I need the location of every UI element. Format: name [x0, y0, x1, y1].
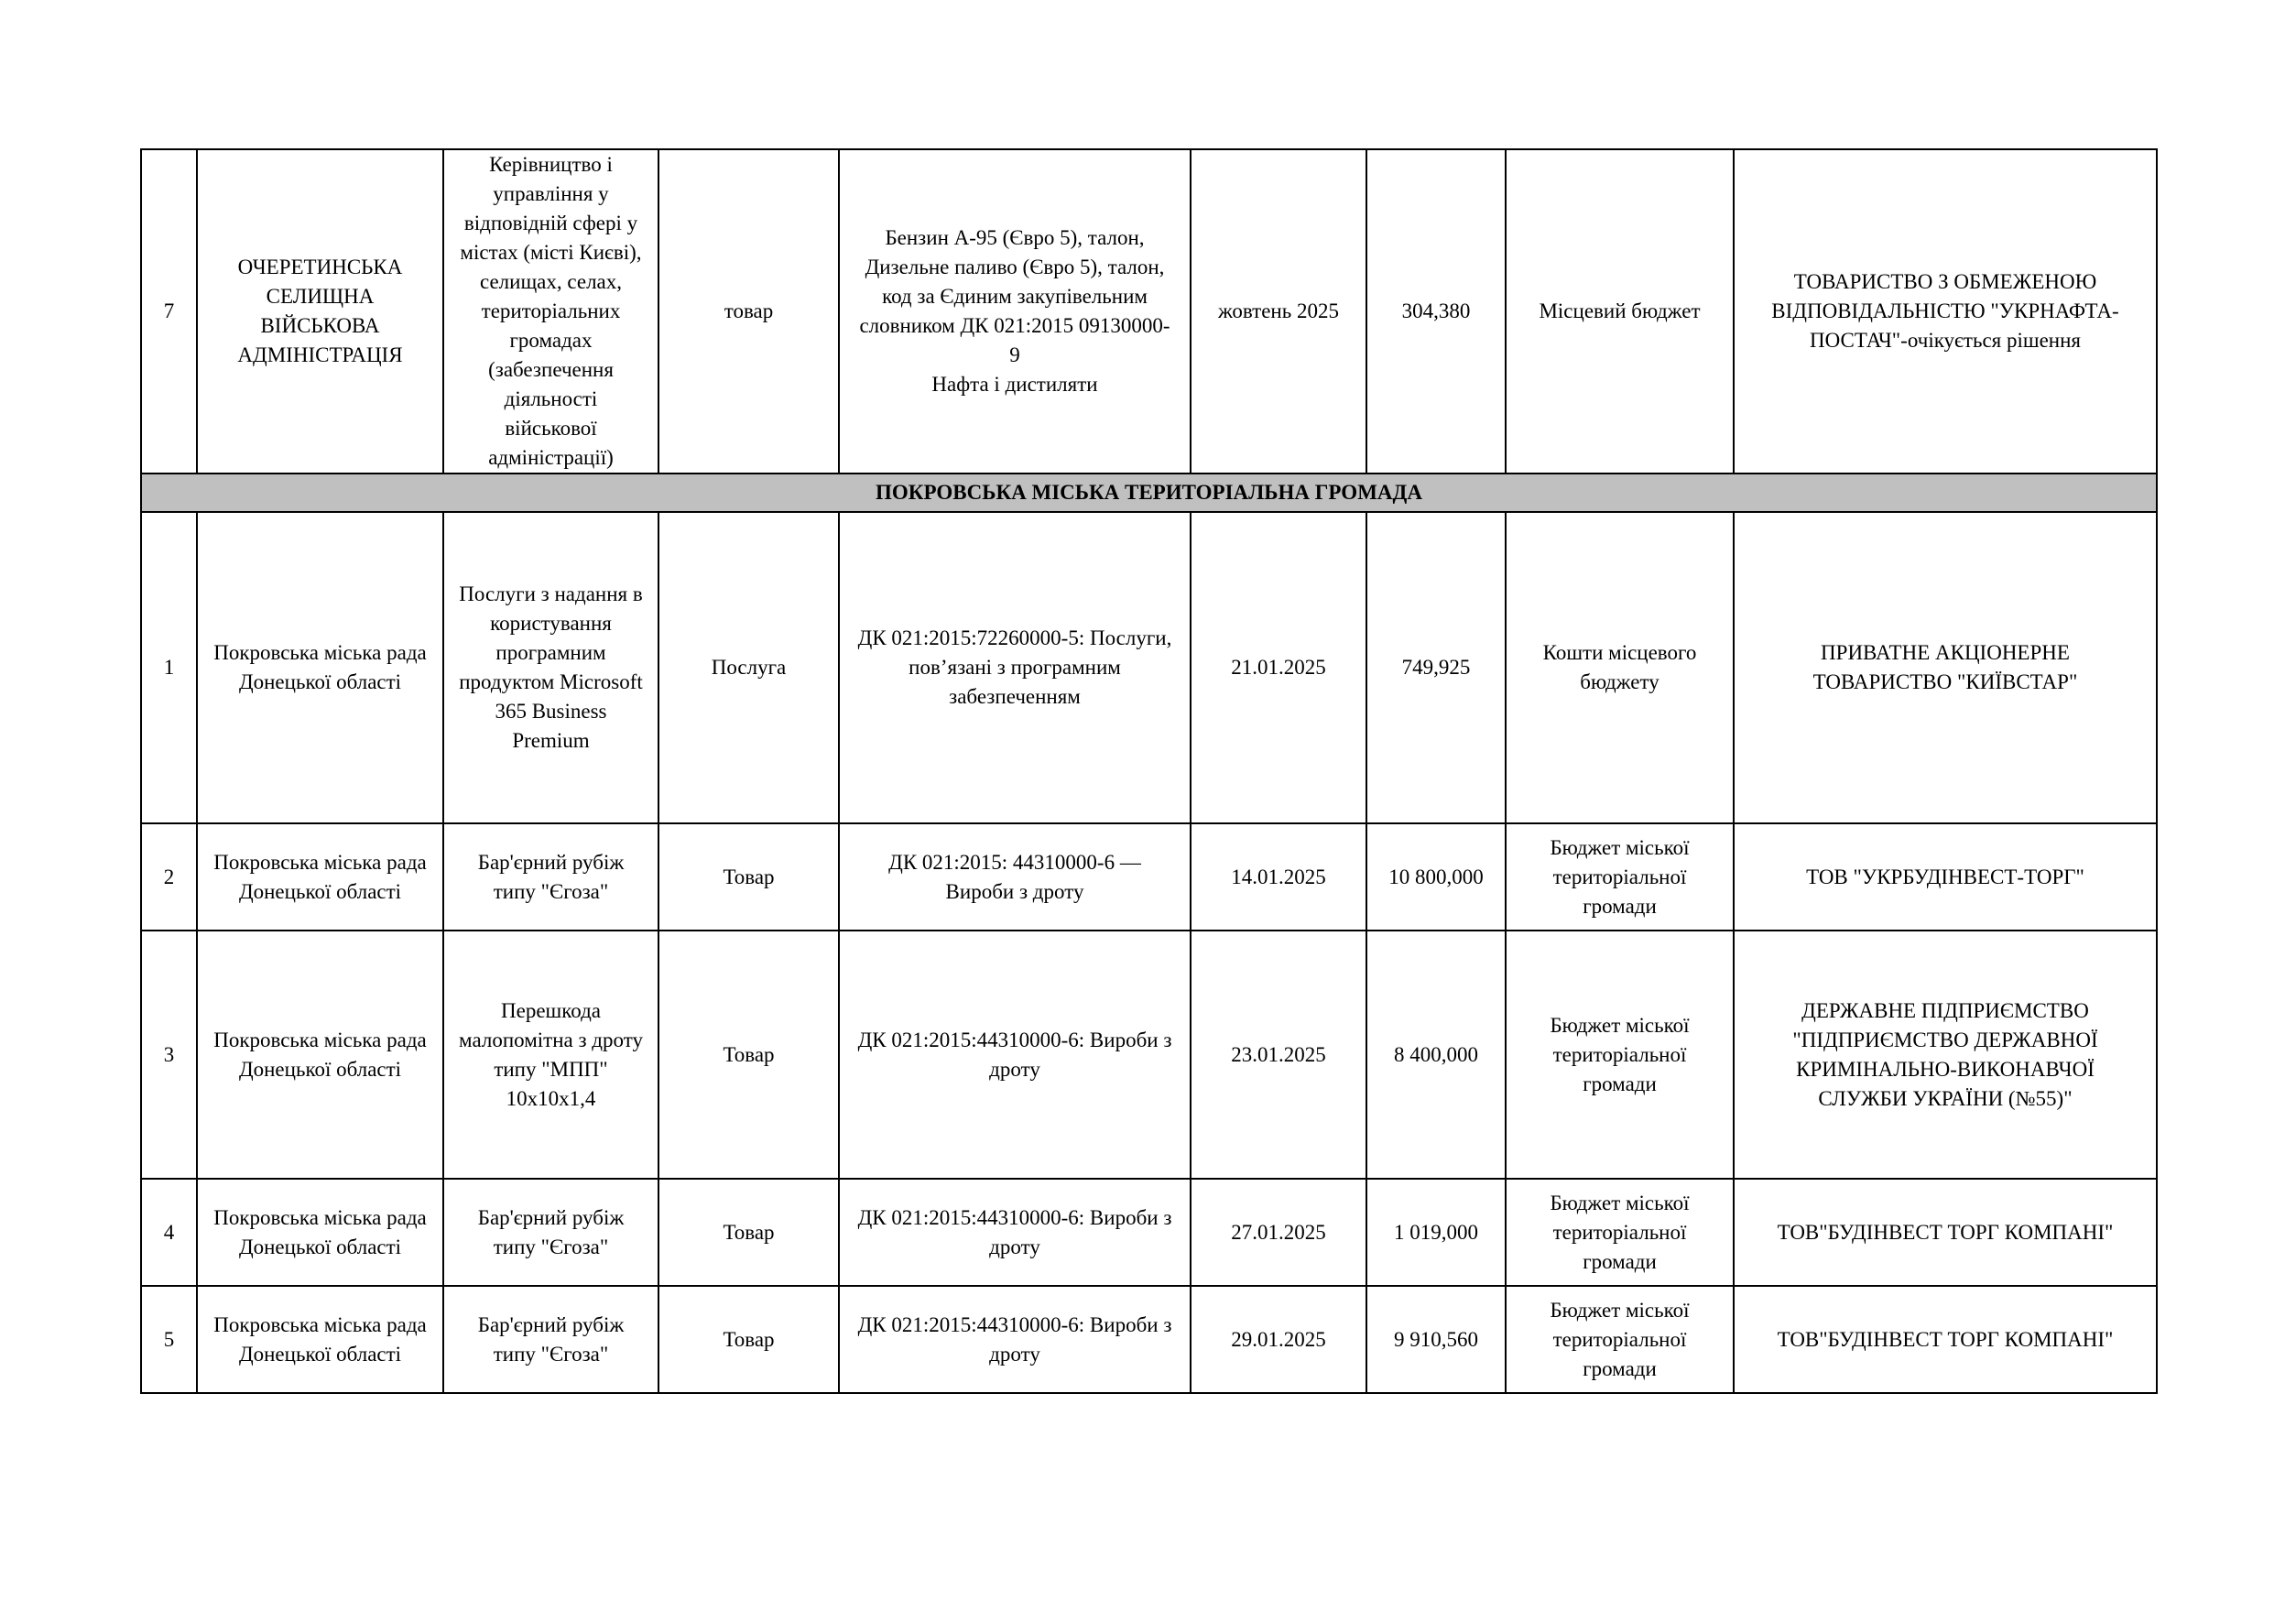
cell-funding-source-line: територіальної — [1552, 1042, 1687, 1066]
cell-customer-line: ОЧЕРЕТИНСЬКА — [237, 256, 403, 278]
section-header-row — [141, 474, 2157, 512]
cell-subject-line: 365 Business — [495, 700, 607, 723]
cell-subject-line: типу "МПП" — [494, 1057, 608, 1081]
cell-funding-source — [1506, 1179, 1734, 1286]
cell-cpv-code — [839, 1179, 1191, 1286]
table-row — [141, 1286, 2157, 1393]
cell-subject-line: Перешкода — [501, 998, 601, 1022]
cell-subject-line: управління у — [493, 182, 609, 205]
cell-subject-line: програмним — [495, 641, 606, 664]
cell-customer — [197, 1179, 443, 1286]
cell-subject-line: типу "Єгоза" — [493, 1342, 609, 1366]
cell-subject-line: Керівництво і — [489, 153, 613, 176]
cell-subject-line: селищах, селах, — [479, 270, 623, 293]
cell-cpv-code-line: ДК 021:2015: 44310000-6 — — [888, 850, 1141, 874]
cell-procurement-type: Товар — [658, 1286, 839, 1393]
cell-cpv-code — [839, 512, 1191, 823]
cell-subject-line: користування — [490, 612, 612, 635]
cell-funding-source-line: територіальної — [1552, 865, 1687, 888]
cell-subject-line: Premium — [512, 729, 590, 752]
cell-supplier — [1734, 1179, 2157, 1286]
cell-date: 14.01.2025 — [1191, 823, 1366, 931]
cell-subject-line: адміністрації) — [488, 446, 614, 469]
cell-customer-line: Донецької області — [238, 1342, 402, 1366]
cell-subject-line: Послуги з надання в — [459, 582, 643, 605]
cell-customer-line: СЕЛИЩНА — [266, 285, 375, 308]
cell-customer — [197, 1286, 443, 1393]
cell-customer-line: ВІЙСЬКОВА — [260, 314, 380, 337]
cell-funding-source — [1506, 149, 1734, 474]
cell-funding-source-line: громади — [1583, 1356, 1657, 1380]
cell-subject-line: територіальних — [481, 299, 621, 322]
cell-customer-line: АДМІНІСТРАЦІЯ — [237, 343, 403, 366]
procurement-table — [140, 148, 2158, 1394]
cell-funding-source-line: Бюджет міської — [1550, 1013, 1690, 1037]
cell-cpv-code-line: ДК 021:2015:72260000-5: Послуги, — [857, 626, 1172, 649]
cell-cpv-code — [839, 931, 1191, 1179]
cell-subject-line: відповідній сфері у — [463, 212, 638, 234]
cell-cpv-code — [839, 823, 1191, 931]
cell-procurement-type: Товар — [658, 823, 839, 931]
cell-subject-line: типу "Єгоза" — [493, 879, 609, 903]
cell-cpv-code-line: пов’язані з програмним — [909, 656, 1121, 679]
cell-amount: 749,925 — [1366, 512, 1506, 823]
cell-customer-line: Покровська міська рада — [213, 1205, 427, 1229]
cell-customer-line: Покровська міська рада — [213, 850, 427, 874]
cell-supplier-line: ТОВ"БУДІНВЕСТ ТОРГ КОМПАНІ" — [1777, 1327, 2114, 1351]
cell-funding-source-line: громади — [1583, 1249, 1657, 1273]
cell-cpv-code-line: код за Єдиним закупівельним — [882, 285, 1148, 308]
cell-amount: 10 800,000 — [1366, 823, 1506, 931]
cell-cpv-code-line: словником ДК 021:2015 09130000- — [859, 314, 1170, 337]
cell-customer-line: Покровська міська рада — [213, 641, 427, 664]
cell-supplier-line: ТОВАРИСТВО З ОБМЕЖЕНОЮ — [1793, 270, 2097, 293]
cell-customer — [197, 823, 443, 931]
cell-funding-source-line: Кошти місцевого — [1542, 641, 1697, 664]
cell-subject-line: Бар'єрний рубіж — [477, 1312, 625, 1336]
cell-amount: 304,380 — [1366, 149, 1506, 474]
cell-subject-line: типу "Єгоза" — [493, 1235, 609, 1258]
cell-supplier-line: "ПІДПРИЄМСТВО ДЕРЖАВНОЇ — [1792, 1028, 2098, 1051]
cell-funding-source-line: громади — [1583, 1072, 1657, 1095]
cell-customer-line: Покровська міська рада — [213, 1312, 427, 1336]
cell-procurement-type: Послуга — [658, 512, 839, 823]
cell-funding-source — [1506, 823, 1734, 931]
cell-cpv-code-line: Нафта і дистиляти — [931, 373, 1098, 396]
cell-subject — [443, 149, 658, 474]
cell-number: 2 — [141, 823, 197, 931]
cell-procurement-type: товар — [658, 149, 839, 474]
cell-subject-line: малопомітна з дроту — [459, 1028, 643, 1051]
cell-supplier-line: ТОВ "УКРБУДІНВЕСТ-ТОРГ" — [1806, 865, 2084, 888]
cell-number: 3 — [141, 931, 197, 1179]
cell-supplier — [1734, 512, 2157, 823]
cell-cpv-code-line: дроту — [989, 1057, 1040, 1081]
cell-date: 29.01.2025 — [1191, 1286, 1366, 1393]
cell-date: 23.01.2025 — [1191, 931, 1366, 1179]
cell-customer-line: Донецької області — [238, 1235, 402, 1258]
cell-subject — [443, 1286, 658, 1393]
cell-supplier-line: ДЕРЖАВНЕ ПІДПРИЄМСТВО — [1801, 998, 2089, 1022]
cell-customer-line: Донецької області — [238, 1057, 402, 1081]
cell-cpv-code-line: Дизельне паливо (Євро 5), талон, — [865, 256, 1165, 278]
cell-supplier — [1734, 149, 2157, 474]
cell-cpv-code-line: дроту — [989, 1235, 1040, 1258]
cell-customer — [197, 149, 443, 474]
cell-subject-line: діяльності — [504, 387, 598, 410]
cell-subject-line: військової — [505, 417, 597, 440]
cell-amount: 1 019,000 — [1366, 1179, 1506, 1286]
cell-cpv-code-line: ДК 021:2015:44310000-6: Вироби з — [857, 1312, 1172, 1336]
table-row — [141, 823, 2157, 931]
cell-cpv-code-line: забезпеченням — [949, 685, 1081, 708]
cell-cpv-code — [839, 149, 1191, 474]
cell-amount: 8 400,000 — [1366, 931, 1506, 1179]
cell-supplier-line: СЛУЖБИ УКРАЇНИ (№55)" — [1818, 1086, 2073, 1110]
section-title: ПОКРОВСЬКА МІСЬКА ТЕРИТОРІАЛЬНА ГРОМАДА — [141, 474, 2157, 512]
cell-supplier-line: КРИМІНАЛЬНО-ВИКОНАВЧОЇ — [1796, 1057, 2095, 1081]
cell-funding-source-line: Бюджет міської — [1550, 1191, 1690, 1214]
cell-supplier-line: ПРИВАТНЕ АКЦІОНЕРНЕ — [1821, 641, 2070, 664]
cell-number: 7 — [141, 149, 197, 474]
table-row — [141, 149, 2157, 474]
cell-funding-source-line: територіальної — [1552, 1220, 1687, 1244]
cell-subject-line: 10х10х1,4 — [506, 1086, 596, 1110]
cell-funding-source — [1506, 1286, 1734, 1393]
cell-customer-line: Донецької області — [238, 879, 402, 903]
cell-subject-line: громадах — [509, 329, 593, 352]
cell-subject — [443, 823, 658, 931]
cell-supplier — [1734, 1286, 2157, 1393]
cell-procurement-type: Товар — [658, 1179, 839, 1286]
cell-subject-line: (забезпечення — [488, 358, 614, 381]
cell-cpv-code-line: Вироби з дроту — [945, 879, 1084, 903]
cell-funding-source — [1506, 931, 1734, 1179]
cell-cpv-code-line: Бензин А-95 (Євро 5), талон, — [885, 226, 1145, 249]
cell-supplier-line: ТОВ"БУДІНВЕСТ ТОРГ КОМПАНІ" — [1777, 1220, 2114, 1244]
cell-subject — [443, 512, 658, 823]
cell-subject-line: містах (місті Києві), — [460, 241, 642, 264]
cell-procurement-type: Товар — [658, 931, 839, 1179]
cell-funding-source-line: бюджету — [1580, 670, 1659, 693]
cell-number: 5 — [141, 1286, 197, 1393]
cell-customer — [197, 931, 443, 1179]
cell-cpv-code-line: ДК 021:2015:44310000-6: Вироби з — [857, 1205, 1172, 1229]
cell-supplier-line: ВІДПОВІДАЛЬНІСТЮ "УКРНАФТА- — [1771, 299, 2119, 322]
cell-funding-source — [1506, 512, 1734, 823]
cell-cpv-code-line: дроту — [989, 1342, 1040, 1366]
cell-number: 1 — [141, 512, 197, 823]
cell-cpv-code-line: 9 — [1009, 343, 1020, 366]
table-row — [141, 931, 2157, 1179]
cell-funding-source-line: Бюджет міської — [1550, 835, 1690, 859]
table-body — [141, 149, 2157, 1393]
cell-supplier — [1734, 931, 2157, 1179]
cell-customer — [197, 512, 443, 823]
cell-cpv-code-line: ДК 021:2015:44310000-6: Вироби з — [857, 1028, 1172, 1051]
cell-funding-source-line: Бюджет міської — [1550, 1298, 1690, 1322]
cell-subject-line: продуктом Microsoft — [459, 670, 643, 693]
cell-subject — [443, 931, 658, 1179]
cell-customer-line: Покровська міська рада — [213, 1028, 427, 1051]
cell-funding-source-line: громади — [1583, 894, 1657, 918]
cell-supplier-line: ПОСТАЧ"-очікується рішення — [1809, 329, 2082, 352]
cell-amount: 9 910,560 — [1366, 1286, 1506, 1393]
cell-supplier — [1734, 823, 2157, 931]
cell-funding-source-line: територіальної — [1552, 1327, 1687, 1351]
cell-funding-source-line: Місцевий бюджет — [1539, 299, 1701, 322]
table-row — [141, 1179, 2157, 1286]
cell-subject-line: Бар'єрний рубіж — [477, 850, 625, 874]
cell-date: 27.01.2025 — [1191, 1179, 1366, 1286]
cell-subject-line: Бар'єрний рубіж — [477, 1205, 625, 1229]
cell-number: 4 — [141, 1179, 197, 1286]
cell-subject — [443, 1179, 658, 1286]
cell-supplier-line: ТОВАРИСТВО "КИЇВСТАР" — [1812, 670, 2078, 693]
cell-date: жовтень 2025 — [1191, 149, 1366, 474]
cell-cpv-code — [839, 1286, 1191, 1393]
cell-date: 21.01.2025 — [1191, 512, 1366, 823]
table-row — [141, 512, 2157, 823]
cell-customer-line: Донецької області — [238, 670, 402, 693]
